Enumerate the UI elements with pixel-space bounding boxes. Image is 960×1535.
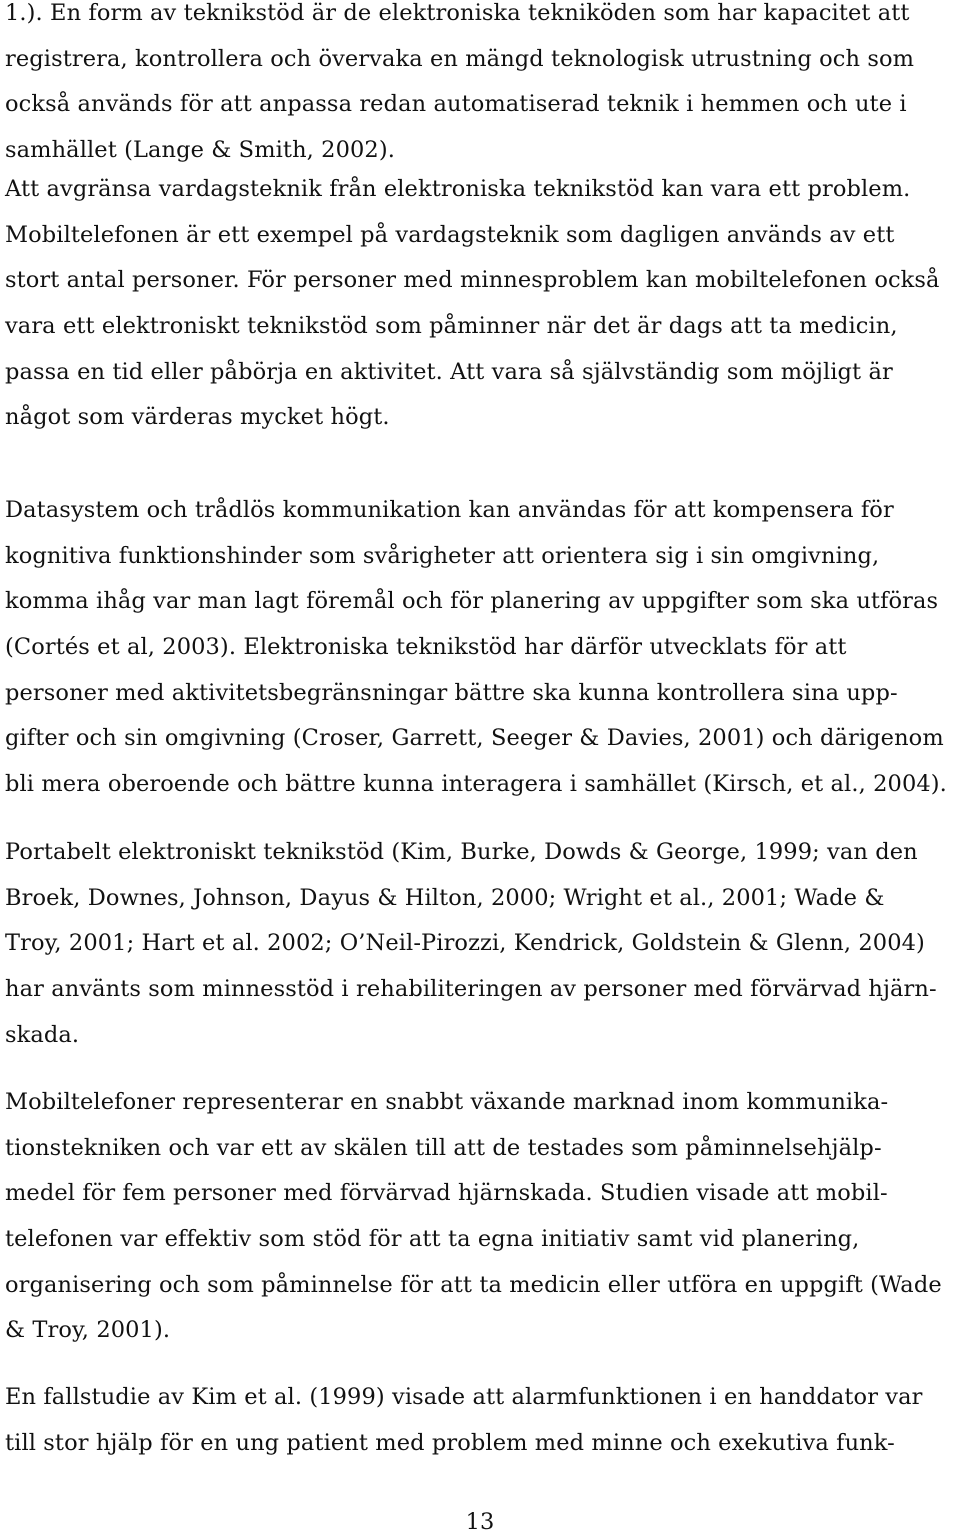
- text-line: tionstekniken och var ett av skälen till att de testades som påminnelsehjälp-: [5, 1134, 882, 1161]
- text-line: något som värderas mycket högt.: [5, 404, 390, 431]
- text-line: En fallstudie av Kim et al. (1999) visade att alarmfunktionen i en handdator var: [5, 1384, 923, 1410]
- text-line: till stor hjälp för en ung patient med problem med minne och exekutiva funk-: [5, 1429, 895, 1456]
- paragraph-electronic-aids: [5, 0, 955, 174]
- paragraph-everyday-technology: [5, 167, 955, 441]
- text-line: 1.). En form av teknikstöd är de elektroniska tekniköden som har kapacitet att: [5, 0, 910, 26]
- text-line: personer med aktivitetsbegränsningar bättre ska kunna kontrollera sina upp-: [5, 679, 898, 706]
- text-line: Mobiltelefoner representerar en snabbt växande marknad inom kommunika-: [5, 1089, 889, 1115]
- paragraph-mobile-phones: [5, 1080, 955, 1354]
- paragraph-cognitive-support: [5, 488, 955, 808]
- text-line: komma ihåg var man lagt föremål och för planering av uppgifter som ska utföras: [5, 588, 939, 615]
- text-line: har använts som minnesstöd i rehabiliteringen av personer med förvärvad hjärn-: [5, 976, 937, 1003]
- text-line: registrera, kontrollera och övervaka en mängd teknologisk utrustning och som: [5, 45, 915, 72]
- text-line: gifter och sin omgivning (Croser, Garrett, Seeger & Davies, 2001) och därigenom: [5, 725, 944, 752]
- text-line: Troy, 2001; Hart et al. 2002; O’Neil-Pirozzi, Kendrick, Goldstein & Glenn, 2004): [5, 930, 925, 957]
- text-line: medel för fem personer med förvärvad hjärnskada. Studien visade att mobil-: [5, 1180, 888, 1207]
- text-line: & Troy, 2001).: [5, 1317, 171, 1344]
- text-line: stort antal personer. För personer med minnesproblem kan mobiltelefonen också: [5, 267, 940, 294]
- text-line: Datasystem och trådlös kommunikation kan användas för att kompensera för: [5, 497, 894, 523]
- paragraph-case-study: [5, 1375, 955, 1466]
- text-line: Att avgränsa vardagsteknik från elektroniska teknikstöd kan vara ett problem.: [5, 176, 911, 202]
- text-line: Broek, Downes, Johnson, Dayus & Hilton, 2000; Wright et al., 2001; Wade &: [5, 884, 885, 911]
- text-line: kognitiva funktionshinder som svårigheter att orientera sig i sin omgivning,: [5, 542, 880, 569]
- text-line: bli mera oberoende och bättre kunna interagera i samhället (Kirsch, et al., 2004).: [5, 771, 947, 798]
- paragraph-portable-aids: [5, 830, 955, 1058]
- text-line: också används för att anpassa redan automatiserad teknik i hemmen och ute i: [5, 91, 907, 118]
- text-line: Mobiltelefonen är ett exempel på vardagsteknik som dagligen används av ett: [5, 221, 895, 248]
- text-line: (Cortés et al, 2003). Elektroniska teknikstöd har därför utvecklats för att: [5, 634, 847, 661]
- text-line: Portabelt elektroniskt teknikstöd (Kim, Burke, Dowds & George, 1999; van den: [5, 839, 918, 865]
- text-line: telefonen var effektiv som stöd för att ta egna initiativ samt vid planering,: [5, 1226, 860, 1253]
- page-number: 13: [465, 1509, 495, 1535]
- text-line: samhället (Lange & Smith, 2002).: [5, 137, 395, 164]
- text-line: organisering och som påminnelse för att ta medicin eller utföra en uppgift (Wade: [5, 1271, 942, 1298]
- text-line: skada.: [5, 1021, 80, 1048]
- text-line: passa en tid eller påbörja en aktivitet. Att vara så självständig som möjligt är: [5, 358, 893, 385]
- text-line: vara ett elektroniskt teknikstöd som påminner när det är dags att ta medicin,: [5, 313, 898, 340]
